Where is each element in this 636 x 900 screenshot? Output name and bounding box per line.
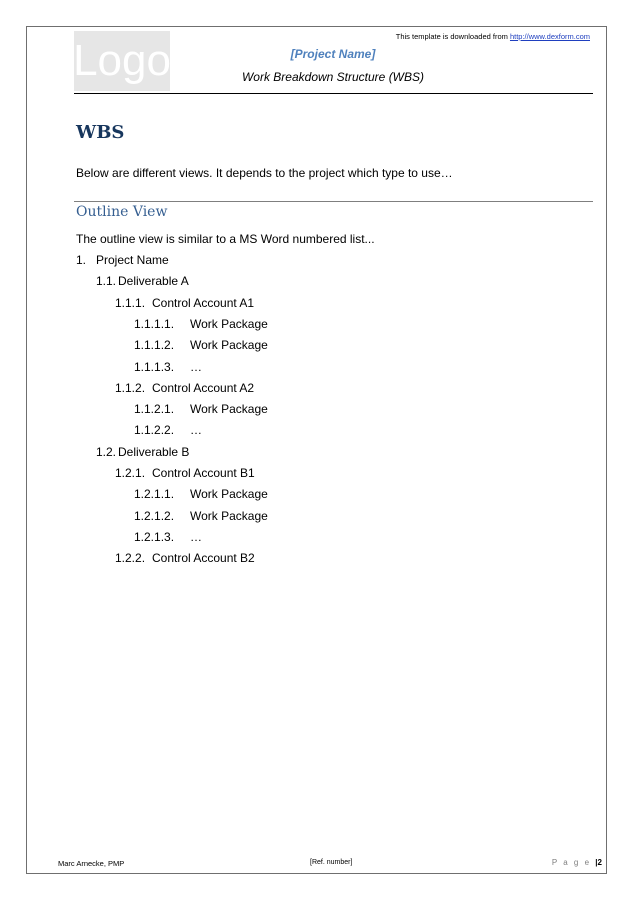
document-subtitle: Work Breakdown Structure (WBS) [241, 70, 425, 84]
outline-item-number: 1.2.2. [115, 551, 146, 566]
outline-item-number: 1.1.1.3. [134, 359, 175, 374]
page-separator: | [595, 858, 598, 867]
outline-item-number: 1.1.2.2. [134, 423, 175, 438]
logo-text: Logo [73, 36, 171, 85]
outline-item-label: Control Account B1 [152, 466, 255, 480]
footer-ref: [Ref. number] [310, 859, 353, 866]
outline-item-label: Control Account B2 [152, 551, 255, 566]
outline-item-number: 1.2. [96, 444, 117, 459]
outline-item-number: 1.1.2.1. [134, 402, 175, 417]
outline-item-number: 1.1. [96, 274, 117, 289]
page-number: 2 [597, 858, 602, 867]
intro-paragraph: Below are different views. It depends to the project which type to use… [76, 166, 453, 180]
section-divider [74, 201, 593, 202]
outline-item-label: … [190, 359, 202, 374]
outline-item-label: … [190, 423, 202, 438]
page-heading: WBS [76, 122, 125, 143]
footer-page [552, 858, 602, 867]
download-notice-text: This template is downloaded from [395, 32, 510, 41]
outline-item-number: 1. [76, 253, 87, 267]
outline-item-label: Work Package [190, 316, 268, 331]
footer-author: Marc Arnecke, PMP [58, 859, 125, 868]
section-description: The outline view is similar to a MS Word numbered list... [76, 232, 375, 246]
outline-item-number: 1.1.2. [115, 380, 146, 395]
download-notice [396, 32, 590, 41]
outline-item-number: 1.2.1. [115, 466, 146, 480]
section-title: Outline View [76, 204, 168, 220]
outline-item-number: 1.2.1.3. [134, 529, 175, 544]
page-label: P a g e [551, 858, 592, 867]
outline-item-number: 1.1.1.2. [134, 338, 175, 353]
outline-item-label: Work Package [190, 508, 268, 523]
outline-item-number: 1.1.1. [115, 295, 146, 310]
outline-item-label: Deliverable B [118, 444, 190, 459]
project-name: [Project Name] [290, 47, 376, 61]
dexform-link[interactable]: http://www.dexform.com [509, 32, 590, 41]
outline-item-number: 1.2.1.1. [134, 487, 175, 502]
outline-item-label: Control Account A1 [152, 295, 255, 310]
outline-item-label: Work Package [190, 338, 268, 353]
outline-item-label: Work Package [190, 487, 268, 502]
outline-item-label: Deliverable A [118, 274, 189, 289]
outline-item-number: 1.2.1.2. [134, 508, 175, 523]
outline-item-label: Control Account A2 [152, 380, 255, 395]
outline-item-label: Project Name [96, 253, 169, 267]
outline-item-label: Work Package [190, 402, 268, 417]
header-divider [74, 93, 593, 94]
outline-item-number: 1.1.1.1. [134, 316, 175, 331]
outline-item-label: … [190, 529, 202, 544]
